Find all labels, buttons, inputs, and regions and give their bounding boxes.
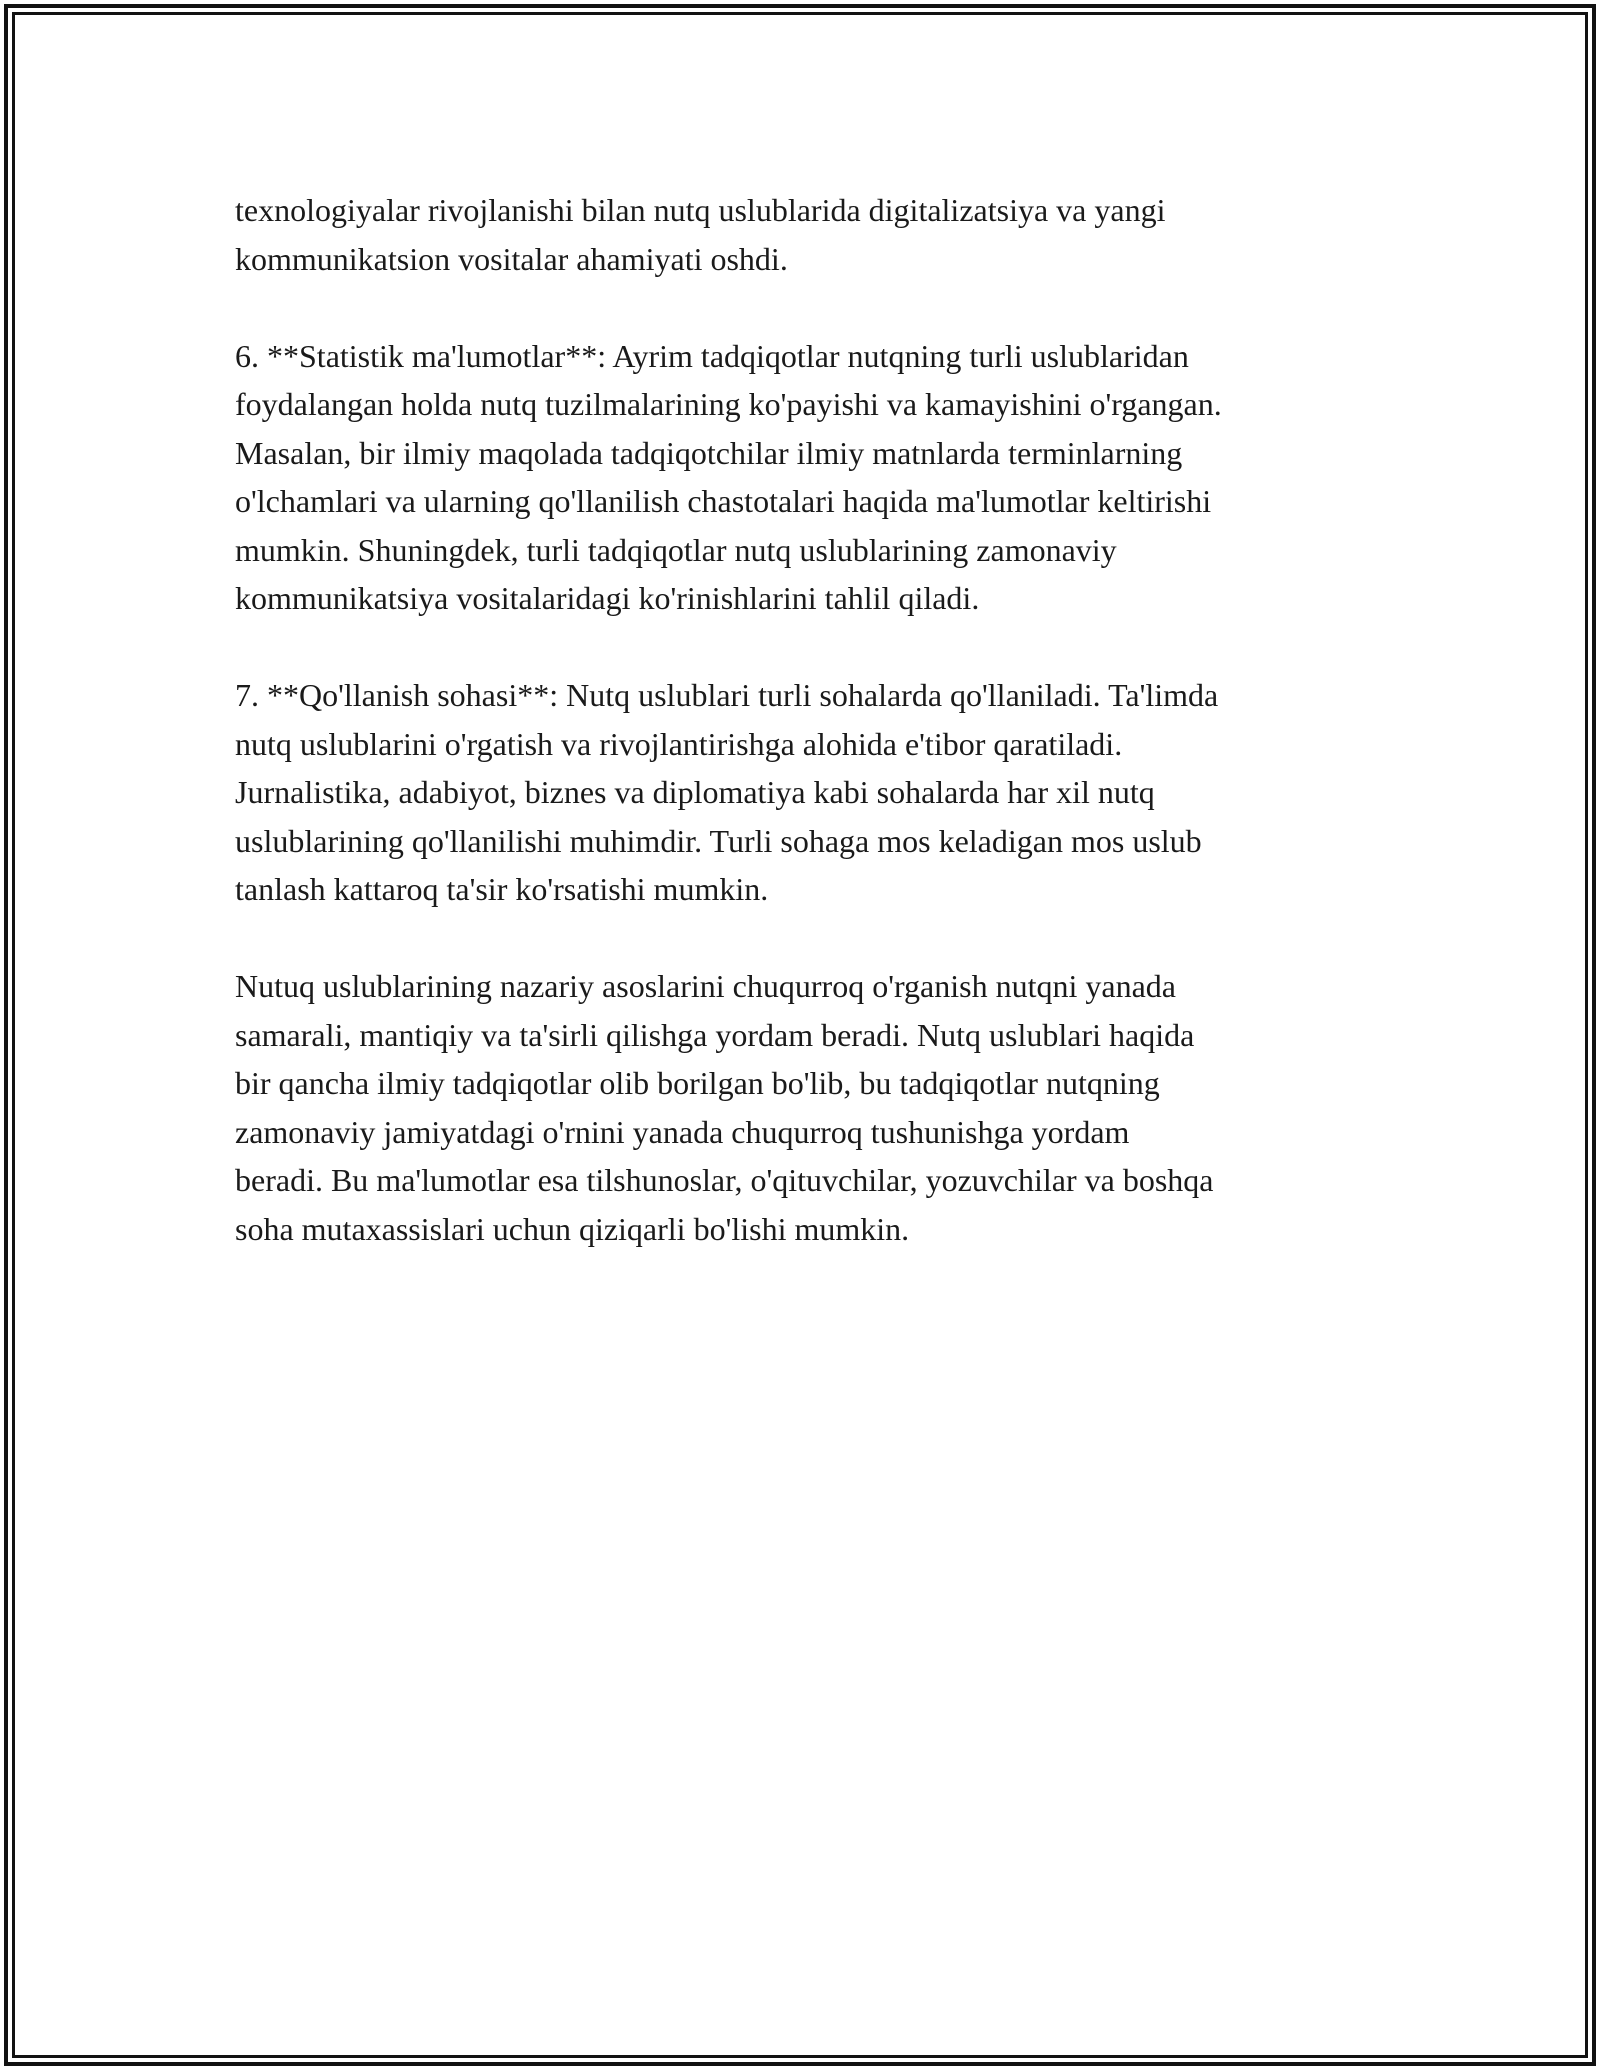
- paragraph-statistical-data: 6. **Statistik ma'lumotlar**: Ayrim tadqiqotlar nutqning turli uslublaridan foydalangan holda nutq tuzilmalarining ko'payishi va kamayishini o'rgangan. Masalan, bir ilmiy maqolada tadqiqotchilar ilmiy matnlarda terminlarning o'lchamlari va ularning qo'llanilish chastotalari haqida ma'lumotlar keltirishi mumkin. Shuningdek, turli tadqiqotlar nutq uslublarining zamonaviy kommunikatsiya vositalaridagi ko'rinishlarini tahlil qiladi.: [235, 337, 1222, 616]
- paragraph-continuation: texnologiyalar rivojlanishi bilan nutq uslublarida digitalizatsiya va yangi kommunikatsion vositalar ahamiyati oshdi.: [235, 192, 1166, 277]
- document-body: [235, 186, 1385, 1302]
- paragraph-application-area: 7. **Qo'llanish sohasi**: Nutq uslublari turli sohalarda qo'llaniladi. Ta'limda nutq uslublarini o'rgatish va rivojlantirishga alohida e'tibor qaratiladi. Jurnalistika, adabiyot, biznes va diplomatiya kabi sohalarda har xil nutq uslublarining qo'llanilishi muhimdir. Turli sohaga mos keladigan mos uslub tanlash kattaroq ta'sir ko'rsatishi mumkin.: [235, 677, 1219, 907]
- paragraph-conclusion: Nutuq uslublarining nazariy asoslarini chuqurroq o'rganish nutqni yanada samarali, mantiqiy va ta'sirli qilishga yordam beradi. Nutq uslublari haqida bir qancha ilmiy tadqiqotlar olib borilgan bo'lib, bu tadqiqotlar nutqning zamonaviy jamiyatdagi o'rnini yanada chuqurroq tushunishga yordam beradi. Bu ma'lumotlar esa tilshunoslar, o'qituvchilar, yozuvchilar va boshqa soha mutaxassislari uchun qiziqarli bo'lishi mumkin.: [235, 968, 1214, 1247]
